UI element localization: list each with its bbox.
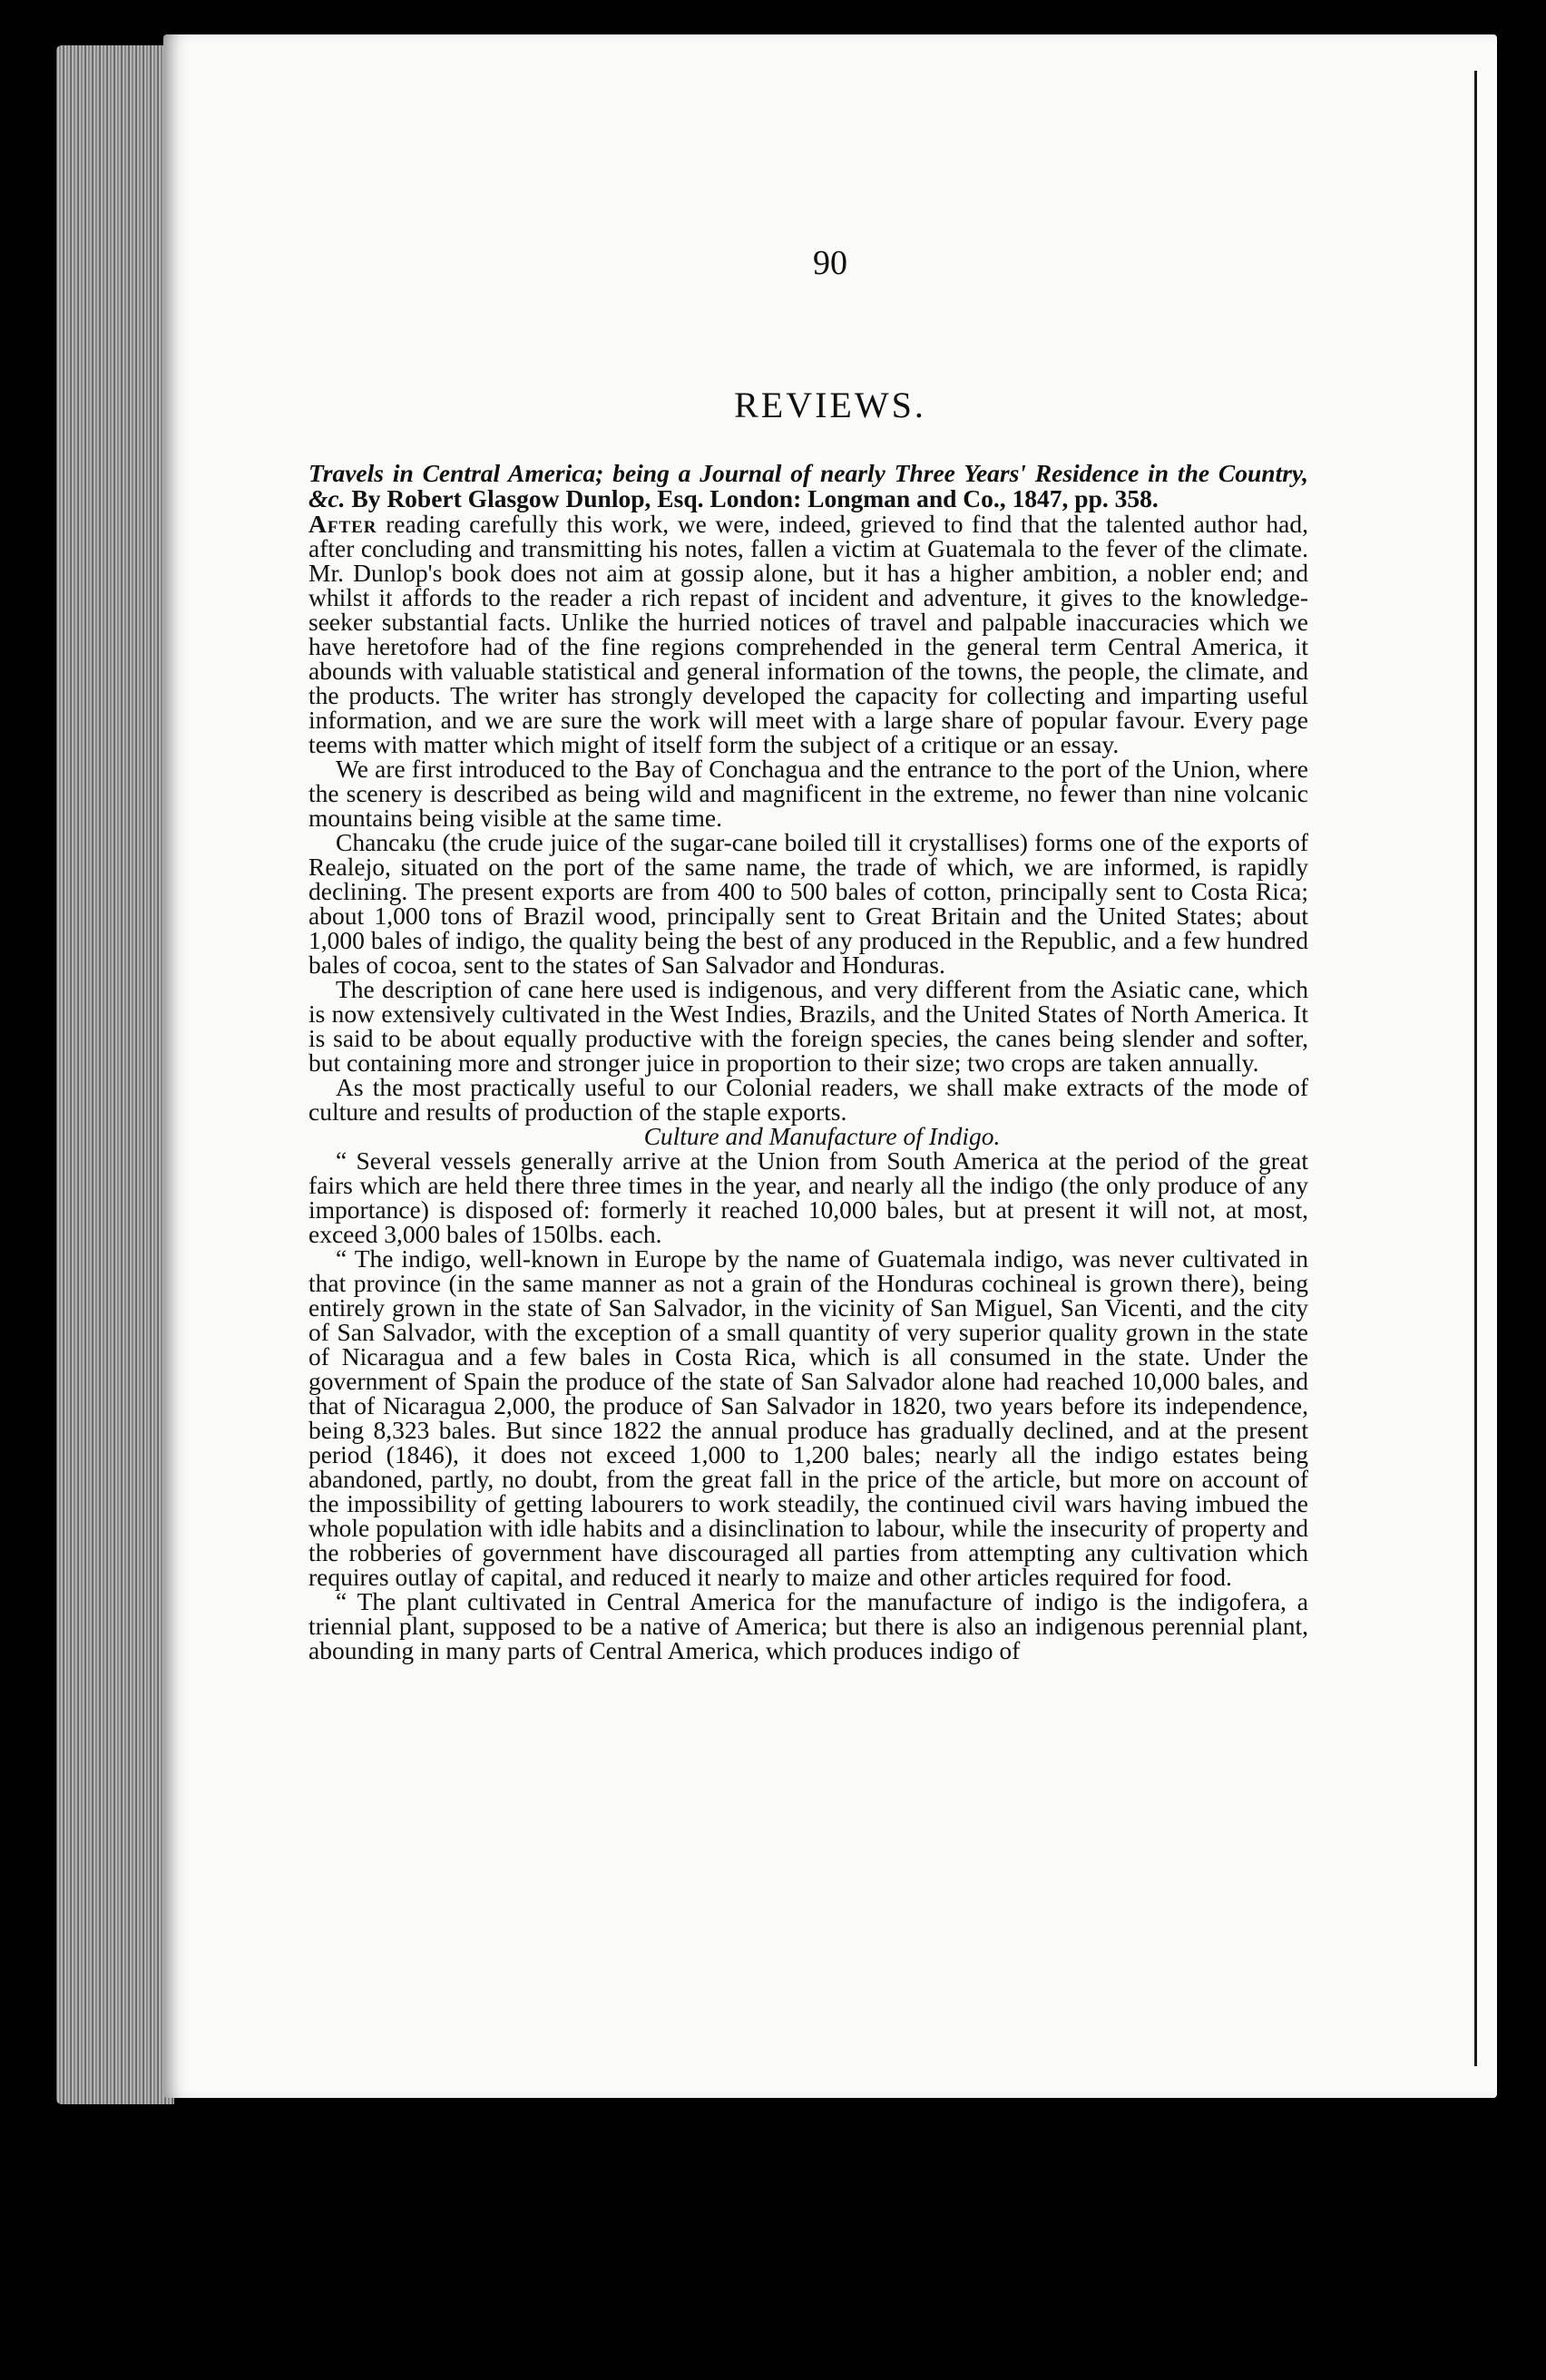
book-page-edges bbox=[56, 45, 174, 2104]
review-citation bbox=[308, 461, 1308, 512]
opening-paragraph-text: reading carefully this work, we were, indeed, grieved to find that the talented author had, after concluding and transmitting his notes, fallen a victim at Guatemala to the fever of the climate. Mr. Dunlop's book does not aim at gossip alone, but it has a higher ambition, a nobler end; and whilst it affords to the reader a rich repast of incident and adventure, it gives to the knowledge-seeker substantial facts. Unlike the hurried notices of travel and palpable inaccuracies which we have heretofore had of the fine regions comprehended in the general term Central America, it abounds with valuable statistical and general information of the towns, the people, the climate, and the products. The writer has strongly developed the capacity for collecting and imparting useful information, and we are sure the work will meet with a large share of popular favour. Every page teems with matter which might of itself form the subject of a critique or an essay. bbox=[308, 510, 1308, 758]
quoted-paragraph: “ The plant cultivated in Central America for the manufacture of indigo is the indigofera, a triennial plant, supposed to be a native of America; but there is also an indigenous perennial plant, abounding in many parts of Central America, which produces indigo of bbox=[308, 1587, 1308, 1664]
page-gutter-line bbox=[1474, 71, 1477, 2066]
quoted-paragraph: “ The indigo, well-known in Europe by the name of Guatemala indigo, was never cultivated in that province (in the same manner as not a grain of the Honduras cochineal is grown there), being entirely grown in the state of San Salvador, in the vicinity of San Miguel, San Vicenti, and the city of San Salvador, with the exception of a small quantity of very superior quality grown in the state of Nicaragua and a few bales in Costa Rica, which is all consumed in the state. Under the government of Spain the produce of the state of San Salvador alone had reached 10,000 bales, and that of Nicaragua 2,000, the produce of San Salvador in 1820, two years before its independence, being 8,323 bales. But since 1822 the annual produce has gradually declined, and at the present period (1846), it does not exceed 1,000 to 1,200 bales; nearly all the indigo estates being abandoned, partly, no doubt, from the great fall in the price of the article, but more on account of the impossibility of getting labourers to work steadily, the continued civil wars having imbued the whole population with idle habits and a disinclination to labour, while the insecurity of property and the robberies of government have discouraged all parties from attempting any cultivation which requires outlay of capital, and reduced it nearly to maize and other articles required for food. bbox=[308, 1244, 1308, 1591]
quoted-paragraph: “ Several vessels generally arrive at the Union from South America at the period of the great fairs which are held there three times in the year, and nearly all the indigo (the only produce of any importance) is disposed of: formerly it reached 10,000 bales, but at present it will not, at most, exceed 3,000 bales of 150lbs. each. bbox=[308, 1146, 1308, 1248]
opening-word: After bbox=[308, 510, 377, 538]
page-number: 90 bbox=[813, 244, 847, 282]
paragraph: The description of cane here used is indigenous, and very different from the Asiatic cane, which is now extensively cultivated in the West Indies, Brazils, and the United States of North America. It is said to be about equally productive with the foreign species, the canes being slender and softer, but containing more and stronger juice in proportion to their size; two crops are taken annually. bbox=[308, 975, 1308, 1077]
paragraph: Chancaku (the crude juice of the sugar-cane boiled till it crystallises) forms one of the exports of Realejo, situated on the port of the same name, the trade of which, we are informed, is rapidly declining. The present exports are from 400 to 500 bales of cotton, principally sent to Costa Rica; about 1,000 tons of Brazil wood, principally sent to Great Britain and the United States; about 1,000 bales of indigo, the quality being the best of any produced in the Republic, and a few hundred bales of cocoa, sent to the states of San Salvador and Honduras. bbox=[308, 828, 1308, 979]
paragraph-opening bbox=[308, 512, 1308, 756]
subheading: Culture and Manufacture of Indigo. bbox=[643, 1122, 1001, 1150]
citation-title: Travels in Central America; being a Journal of nearly Three Years' Residence in the Country, &c. bbox=[308, 459, 1308, 512]
paragraph: We are first introduced to the Bay of Conchagua and the entrance to the port of the Union, where the scenery is described as being wild and magnificent in the extreme, no fewer than nine volcanic mountains being visible at the same time. bbox=[308, 755, 1308, 832]
review-body bbox=[308, 461, 1308, 1663]
paragraph: As the most practically useful to our Colonial readers, we shall make extracts of the mode of culture and results of production of the staple exports. bbox=[308, 1073, 1308, 1126]
book-page bbox=[163, 34, 1497, 2098]
section-title: REVIEWS. bbox=[734, 385, 926, 425]
citation-details: By Robert Glasgow Dunlop, Esq. London: Longman and Co., 1847, pp. 358. bbox=[345, 484, 1159, 512]
